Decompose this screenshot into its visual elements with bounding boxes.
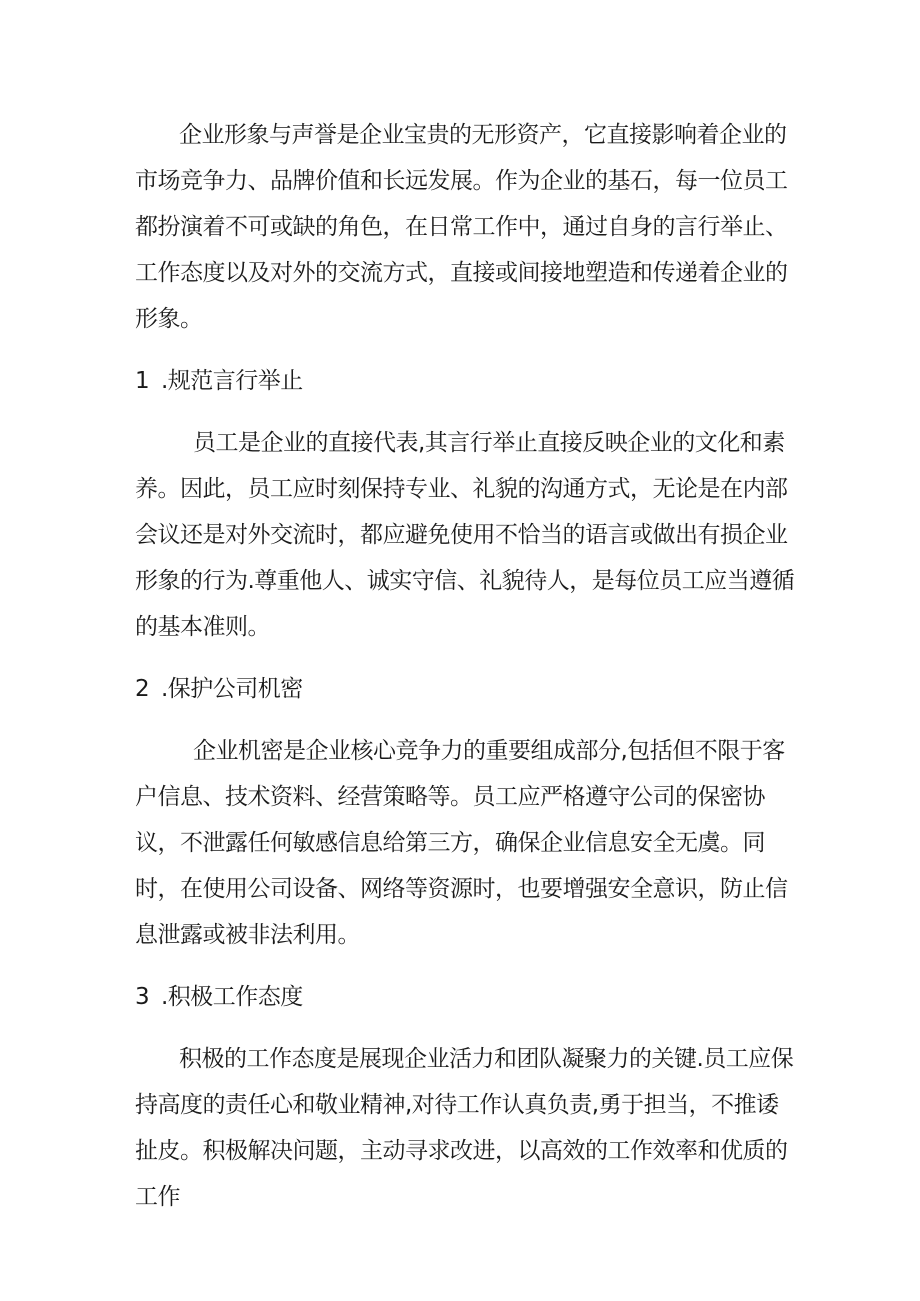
section-paragraph-2: 企业机密是企业核心竞争力的重要组成部分,包括但不限于客户信息、技术资料、经营策略等。员工应严格遵守公司的保密协议，不泄露任何敏感信息给第三方，确保企业信息安全无虞。同时，在使用公司设备、网络等资源时，也要增强安全意识，防止信息泄露或被非法利用。: [135, 738, 788, 948]
section-title: .积极工作态度: [161, 984, 303, 1010]
section-heading-3: [135, 958, 795, 1036]
intro-paragraph: 企业形象与声誉是企业宝贵的无形资产，它直接影响着企业的市场竞争力、品牌价值和长远发展。作为企业的基石，每一位员工都扮演着不可或缺的角色，在日常工作中，通过自身的言行举止、工作态度以及对外的交流方式，直接或间接地塑造和传递着企业的形象。: [135, 122, 788, 332]
section-title: .规范言行举止: [161, 368, 303, 394]
section-heading-1: [135, 342, 795, 420]
section-title: .保护公司机密: [161, 676, 303, 702]
section-paragraph-1: 员工是企业的直接代表,其言行举止直接反映企业的文化和素养。因此，员工应时刻保持专业、礼貌的沟通方式，无论是在内部会议还是对外交流时，都应避免使用不恰当的语言或做出有损企业形象的行为.尊重他人、诚实守信、礼貌待人，是每位员工应当遵循的基本准则。: [135, 430, 795, 640]
document-body: [135, 112, 795, 1220]
section-number: 2: [135, 676, 150, 702]
section-heading-2: [135, 650, 795, 728]
section-paragraph-3: 积极的工作态度是展现企业活力和团队凝聚力的关键.员工应保持高度的责任心和敬业精神,对待工作认真负责,勇于担当，不推诿扯皮。积极解决问题，主动寻求改进，以高效的工作效率和优质的工作: [135, 1046, 794, 1210]
section-number: 3: [135, 984, 150, 1010]
section-number: 1: [135, 368, 150, 394]
